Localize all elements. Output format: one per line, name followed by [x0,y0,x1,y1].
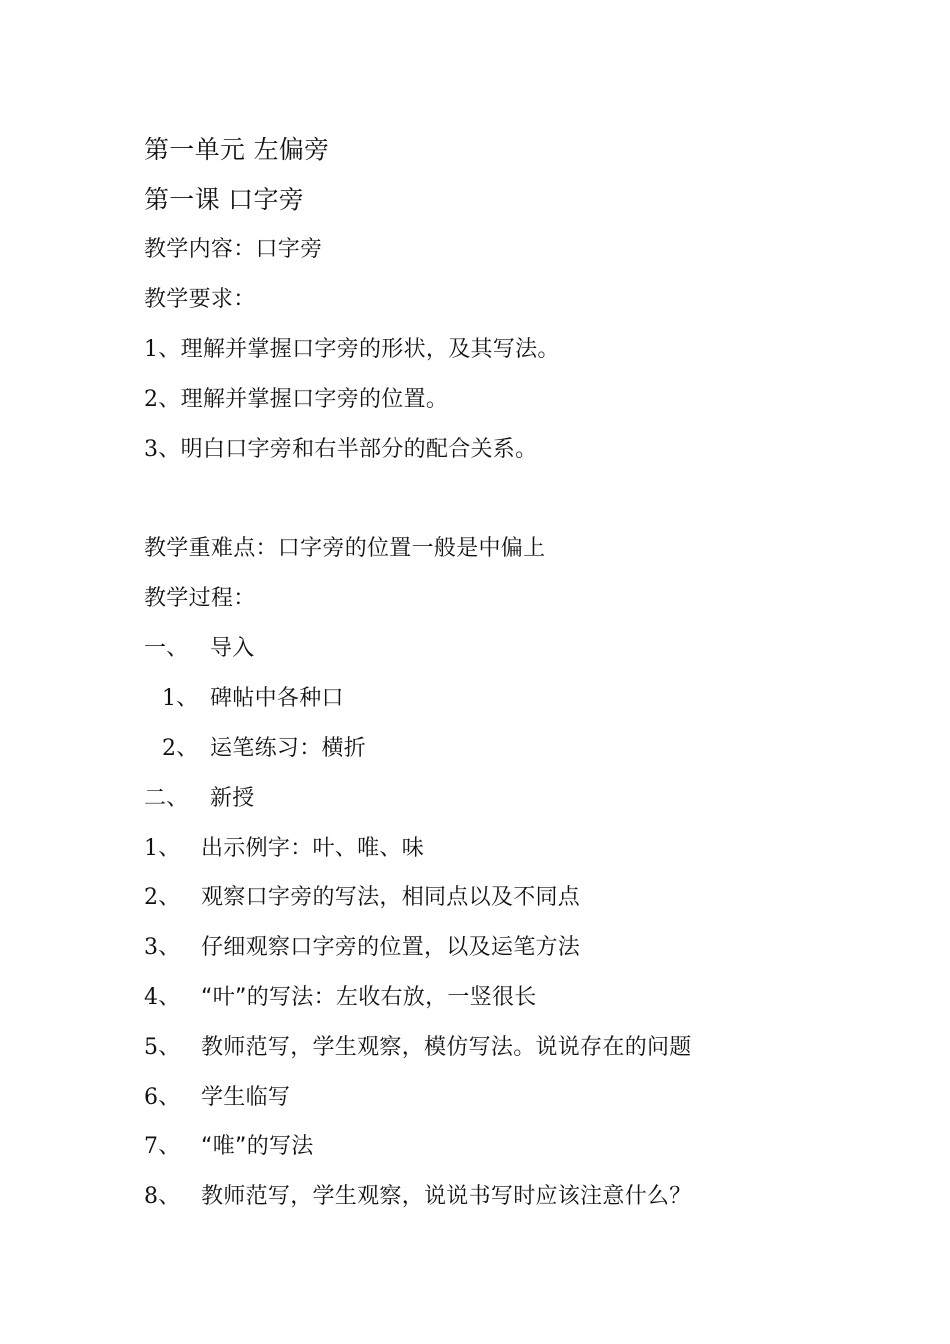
item-number: 5、 [144,1035,181,1060]
requirement-text: 理解并掌握口字旁的形状，及其写法。 [180,337,560,362]
requirement-number: 3、 [144,437,181,462]
list-item [144,1034,692,1062]
item-text: 教师范写，学生观察，说说书写时应该注意什么？ [201,1184,692,1209]
item-text: 观察口字旁的写法，相同点以及不同点 [201,885,581,910]
key-points: 教学重难点：口字旁的位置一般是中偏上 [144,536,546,561]
list-item [144,934,580,962]
section-title: 新授 [210,786,255,811]
item-text: “叶”的写法：左收右放，一竖很长 [201,985,537,1010]
requirement-item [144,336,560,364]
item-number: 2、 [162,736,199,761]
item-number: 7、 [144,1134,181,1159]
item-text: 仔细观察口字旁的位置，以及运笔方法 [201,935,581,960]
list-item [144,1084,290,1112]
lesson-title: 第一课 口字旁 [144,185,305,214]
item-text: 出示例字：叶、唯、味 [201,836,425,861]
teaching-content: 教学内容：口字旁 [144,237,323,262]
list-item [144,884,580,912]
item-number: 3、 [144,935,181,960]
list-item [144,835,424,863]
section-title: 导入 [210,636,255,661]
section-number: 一、 [144,636,189,661]
process-heading: 教学过程： [144,586,256,611]
requirements-heading: 教学要求： [144,287,256,312]
section-heading [144,635,255,663]
item-text: 教师范写，学生观察，模仿写法。说说存在的问题 [201,1035,692,1060]
item-number: 4、 [144,985,181,1010]
section-heading [144,785,255,813]
requirement-text: 理解并掌握口字旁的位置。 [180,387,449,412]
list-item [162,735,366,763]
item-number: 8、 [144,1184,181,1209]
requirement-item [144,436,537,464]
requirement-text: 明白口字旁和右半部分的配合关系。 [180,437,538,462]
list-item [162,685,344,713]
list-item [144,1183,692,1211]
list-item [144,1133,314,1161]
requirement-number: 1、 [144,337,181,362]
list-item [144,984,537,1012]
item-text: “唯”的写法 [201,1134,314,1159]
item-text: 运笔练习：横折 [210,736,367,761]
item-text: 学生临写 [201,1085,291,1110]
requirement-number: 2、 [144,387,181,412]
item-number: 6、 [144,1085,181,1110]
item-number: 1、 [162,686,199,711]
item-number: 2、 [144,885,181,910]
section-number: 二、 [144,786,189,811]
item-number: 1、 [144,836,181,861]
item-text: 碑帖中各种口 [210,686,344,711]
unit-title: 第一单元 左偏旁 [144,135,330,164]
requirement-item [144,386,448,414]
